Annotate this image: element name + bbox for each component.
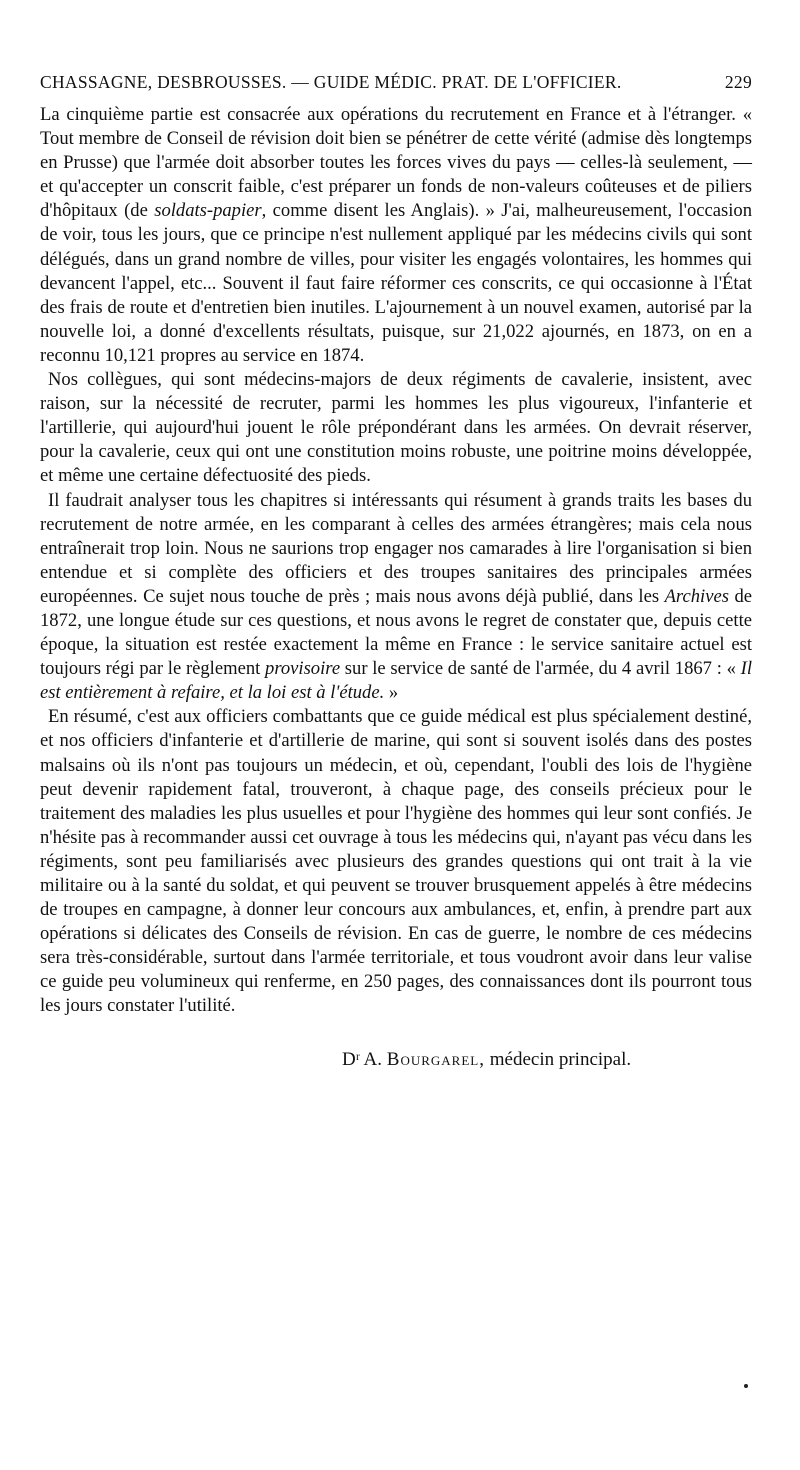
paragraph-3 xyxy=(40,489,752,706)
text-run: Nos collègues, qui sont médecins-majors de deux régiments de cavalerie, insistent, avec raison, sur la nécessité de recruter, parmi les hommes les plus vigoureux, l'infanterie et l'artillerie, qui aujourd'hui jouent le rôle prépondérant dans les armées. On devrait réserver, pour la cavalerie, ceux qui ont une constitution moins robuste, une poitrine moins développée, et même une certaine défectuosité des pieds. xyxy=(40,369,752,487)
signature-role: médecin principal. xyxy=(489,1048,632,1070)
paragraph-2 xyxy=(40,368,752,488)
signature-title: Dʳ A. xyxy=(342,1048,383,1070)
signature-name: Bourgarel, xyxy=(386,1048,485,1070)
running-header xyxy=(40,72,752,93)
text-run: En résumé, c'est aux officiers combattants que ce guide médical est plus spécialement destiné, et nos officiers d'infanterie et d'artillerie de marine, qui sont si souvent isolés dans des postes malsains où ils n'ont pas toujours un médecin, et où, cependant, l'oubli des lois de l'hygiène peut devenir rapidement fatal, trouveront, à chaque page, des conseils précieux pour le traitement des maladies les plus usuelles et pour l'hygiène des hommes qui leur sont confiés. Je n'hésite pas à recommander aussi cet ouvrage à tous les médecins qui, n'ayant pas vécu dans les régiments, sont peu familiarisés avec plusieurs des grandes questions qui ont trait à la vie militaire ou à la santé du soldat, et qui peuvent se trouver brusquement appelés à être médecins de troupes en campagne, à donner leur concours aux ambulances, et, enfin, à prendre part aux opérations si délicates des Conseils de révision. En cas de guerre, le nombre de ces médecins sera très-considérable, surtout dans l'armée territoriale, et tous voudront avoir dans leur valise ce guide peu volumineux qui renferme, en 250 pages, des connaissances dont ils pourront tous les jours constater l'utilité. xyxy=(40,706,752,1017)
italic-text: Il est entièrement à refaire, et la loi est à l'étude. xyxy=(40,658,752,704)
italic-text: provisoire xyxy=(265,658,341,680)
text-run: de 1872, une longue étude sur ces questions, et nous avons le regret de constater que, depuis cette époque, la situation est restée exactement la même en France : le service sanitaire actuel est toujours régi par le règlement xyxy=(40,585,752,680)
paragraph-4 xyxy=(40,705,752,1018)
italic-text: Archives xyxy=(664,585,729,607)
page-number: 229 xyxy=(724,72,752,92)
text-run: La cinquième partie est consacrée aux opérations du recrutement en France et à l'étranger. « Tout membre de Conseil de révision doit bien se pénétrer de cette vérité (admise dès longtemps en Prusse) que l'armée doit absorber toutes les forces vives du pays — celles-là seulement, — et qu'accepter un conscrit faible, c'est préparer un fonds de non-valeurs coûteuses et de piliers d'hôpitaux (de xyxy=(40,104,752,222)
text-run: , comme disent les Anglais). » J'ai, malheureusement, l'occasion de voir, tous les jours, que ce principe n'est nullement appliqué par les médecins civils qui sont délégués, dans un grand nombre de villes, pour visiter les engagés volontaires, les hommes qui devancent l'appel, etc... Souvent il faut faire réformer ces conscrits, ce qui occasionne à l'État des frais de route et d'entretien bien inutiles. L'ajournement à un nouvel examen, autorisé par la nouvelle loi, a donné d'excellents résultats, puisque, sur 21,022 ajournés, en 1873, on en a reconnu 10,121 propres au service en 1874. xyxy=(40,200,752,366)
text-run: » xyxy=(384,682,399,704)
document-page xyxy=(40,72,752,1071)
ink-dot xyxy=(744,1384,748,1388)
text-run: Il faudrait analyser tous les chapitres si intéressants qui résument à grands traits les bases du recrutement de notre armée, en les comparant à celles des armées étrangères; mais cela nous entraînerait trop loin. Nous ne saurions trop engager nos camarades à lire l'organisation si bien entendue et si complète des officiers et des troupes sanitaires des principales armées européennes. Ce sujet nous touche de près ; mais nous avons déjà publié, dans les xyxy=(40,489,752,607)
header-title: CHASSAGNE, DESBROUSSES. — GUIDE MÉDIC. PRAT. DE L'OFFICIER. xyxy=(40,72,622,92)
signature xyxy=(40,1049,752,1071)
body-text xyxy=(40,103,752,1019)
paragraph-1 xyxy=(40,103,752,368)
text-run: sur le service de santé de l'armée, du 4 avril 1867 : « xyxy=(340,658,741,680)
italic-text: soldats-papier xyxy=(154,200,262,222)
